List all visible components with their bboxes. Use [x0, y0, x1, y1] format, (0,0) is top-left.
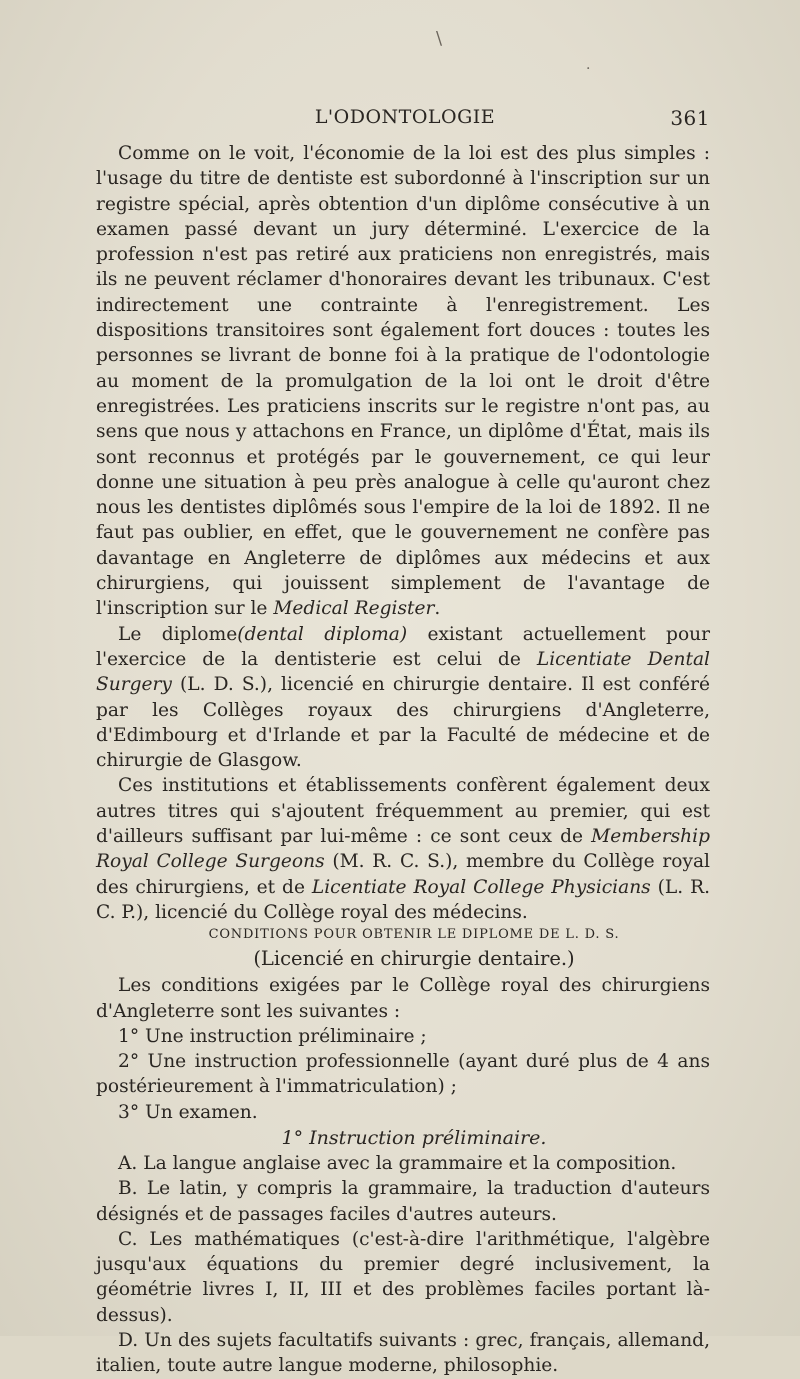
subject-item-b: B. Le latin, y compris la grammaire, la traduction d'auteurs désignés et de passages faciles d'autres auteurs. — [96, 1178, 710, 1225]
licentiate-dental-surgery: Licentiate Dental Surgery — [96, 648, 710, 696]
section-intro: Les conditions exigées par le Collège royal des chirurgiens d'Angleterre sont les suivantes : — [96, 975, 710, 1022]
condition-item-2: 2° Une instruction professionnelle (ayant duré plus de 4 ans postérieurement à l'immatriculation) ; — [96, 1051, 710, 1098]
subject-item-a: A. La langue anglaise avec la grammaire et la composition. — [118, 1152, 677, 1174]
membership-rcs: Membership Royal College Surgeons — [96, 826, 710, 873]
page-body — [96, 141, 710, 1379]
page-title: L'ODONTOLOGIE — [314, 106, 496, 128]
paragraph-3-c: (L. R. C. P.), licencié du Collège royal des médecins. — [96, 876, 711, 923]
paragraph-1-end: . — [434, 598, 441, 620]
paragraph-2-a: Le diplome — [118, 623, 238, 645]
subject-item-d: D. Un des sujets facultatifs suivants : grec, français, allemand, italien, toute autre langue moderne, philosophie. — [96, 1330, 710, 1377]
subsection-title: 1° Instruction préliminaire. — [281, 1126, 547, 1149]
paragraph-3-a: Ces institutions et établissements confèrent également deux autres titres qui s'ajoutent fréquemment au premier, qui est d'ailleurs suffisant par lui-même : ce sont ceux de — [96, 775, 710, 848]
dental-diploma: (dental diploma) — [237, 623, 408, 645]
licentiate-rcp: Licentiate Royal College Physicians — [311, 876, 651, 898]
speck-dot: · — [586, 61, 591, 77]
paragraph-2 — [96, 622, 710, 774]
paragraph-1-text: Comme on le voit, l'économie de la loi est des plus simples : l'usage du titre de dentiste est subordonné à l'inscription sur un registre spécial, après obtention d'un diplôme consécutive à un examen passé devant un jury déterminé. L'exercice de la profession n'est pas retiré aux praticiens non enregistrés, mais ils ne peuvent réclamer d'honoraires devant les tribunaux. C'est indirectement une contrainte à l'enregistrement. Les dispositions transitoires sont également fort douces : toutes les personnes se livrant de bonne foi à la pratique de l'odontologie au moment de la promulgation de la loi ont le droit d'être enregistrées. Les praticiens inscrits sur le registre n'ont pas, au sens que nous y attachons en France, un diplôme d'État, mais ils sont reconnus et protégés par le gouvernement, ce qui leur donne une situation à peu près analogue à celle qu'auront chez nous les dentistes diplômés sous l'empire de la loi de 1892. Il ne faut pas oublier, en effet, que le gouvernement ne confère pas davantage en Angleterre de diplômes aux médecins et aux chirurgiens, qui jouissent simplement de l'avantage de l'inscription sur le — [96, 143, 710, 620]
paragraph-3 — [96, 773, 710, 925]
condition-item-3: 3° Un examen. — [118, 1101, 258, 1123]
condition-item-1: 1° Une instruction préliminaire ; — [118, 1025, 427, 1047]
running-header — [100, 106, 710, 136]
paragraph-1 — [96, 141, 710, 622]
top-mark: \ — [436, 28, 443, 49]
medical-register: Medical Register — [273, 598, 435, 620]
paragraph-3-b: (M. R. C. S.), membre du Collège royal des chirurgiens, et de — [96, 851, 710, 898]
section-heading: CONDITIONS POUR OBTENIR LE DIPLOME DE L. D. S. — [208, 927, 620, 943]
subject-item-c: C. Les mathématiques (c'est-à-dire l'arithmétique, l'algèbre jusqu'aux équations du premier degré inclusivement, la géométrie livres I, II, III et des problèmes faciles portant là-dessus). — [96, 1228, 710, 1326]
page-number: 361 — [670, 106, 710, 130]
paragraph-2-b: existant actuellement pour l'exercice de la dentisterie est celui de — [96, 623, 711, 670]
paragraph-2-c: (L. D. S.), licencié en chirurgie dentaire. Il est conféré par les Collèges royaux des chirurgiens d'Angleterre, d'Edimbourg et d'Irlande et par la Faculté de médecine et de chirurgie de Glasgow. — [96, 674, 710, 772]
section-subtitle: (Licencié en chirurgie dentaire.) — [253, 947, 575, 971]
